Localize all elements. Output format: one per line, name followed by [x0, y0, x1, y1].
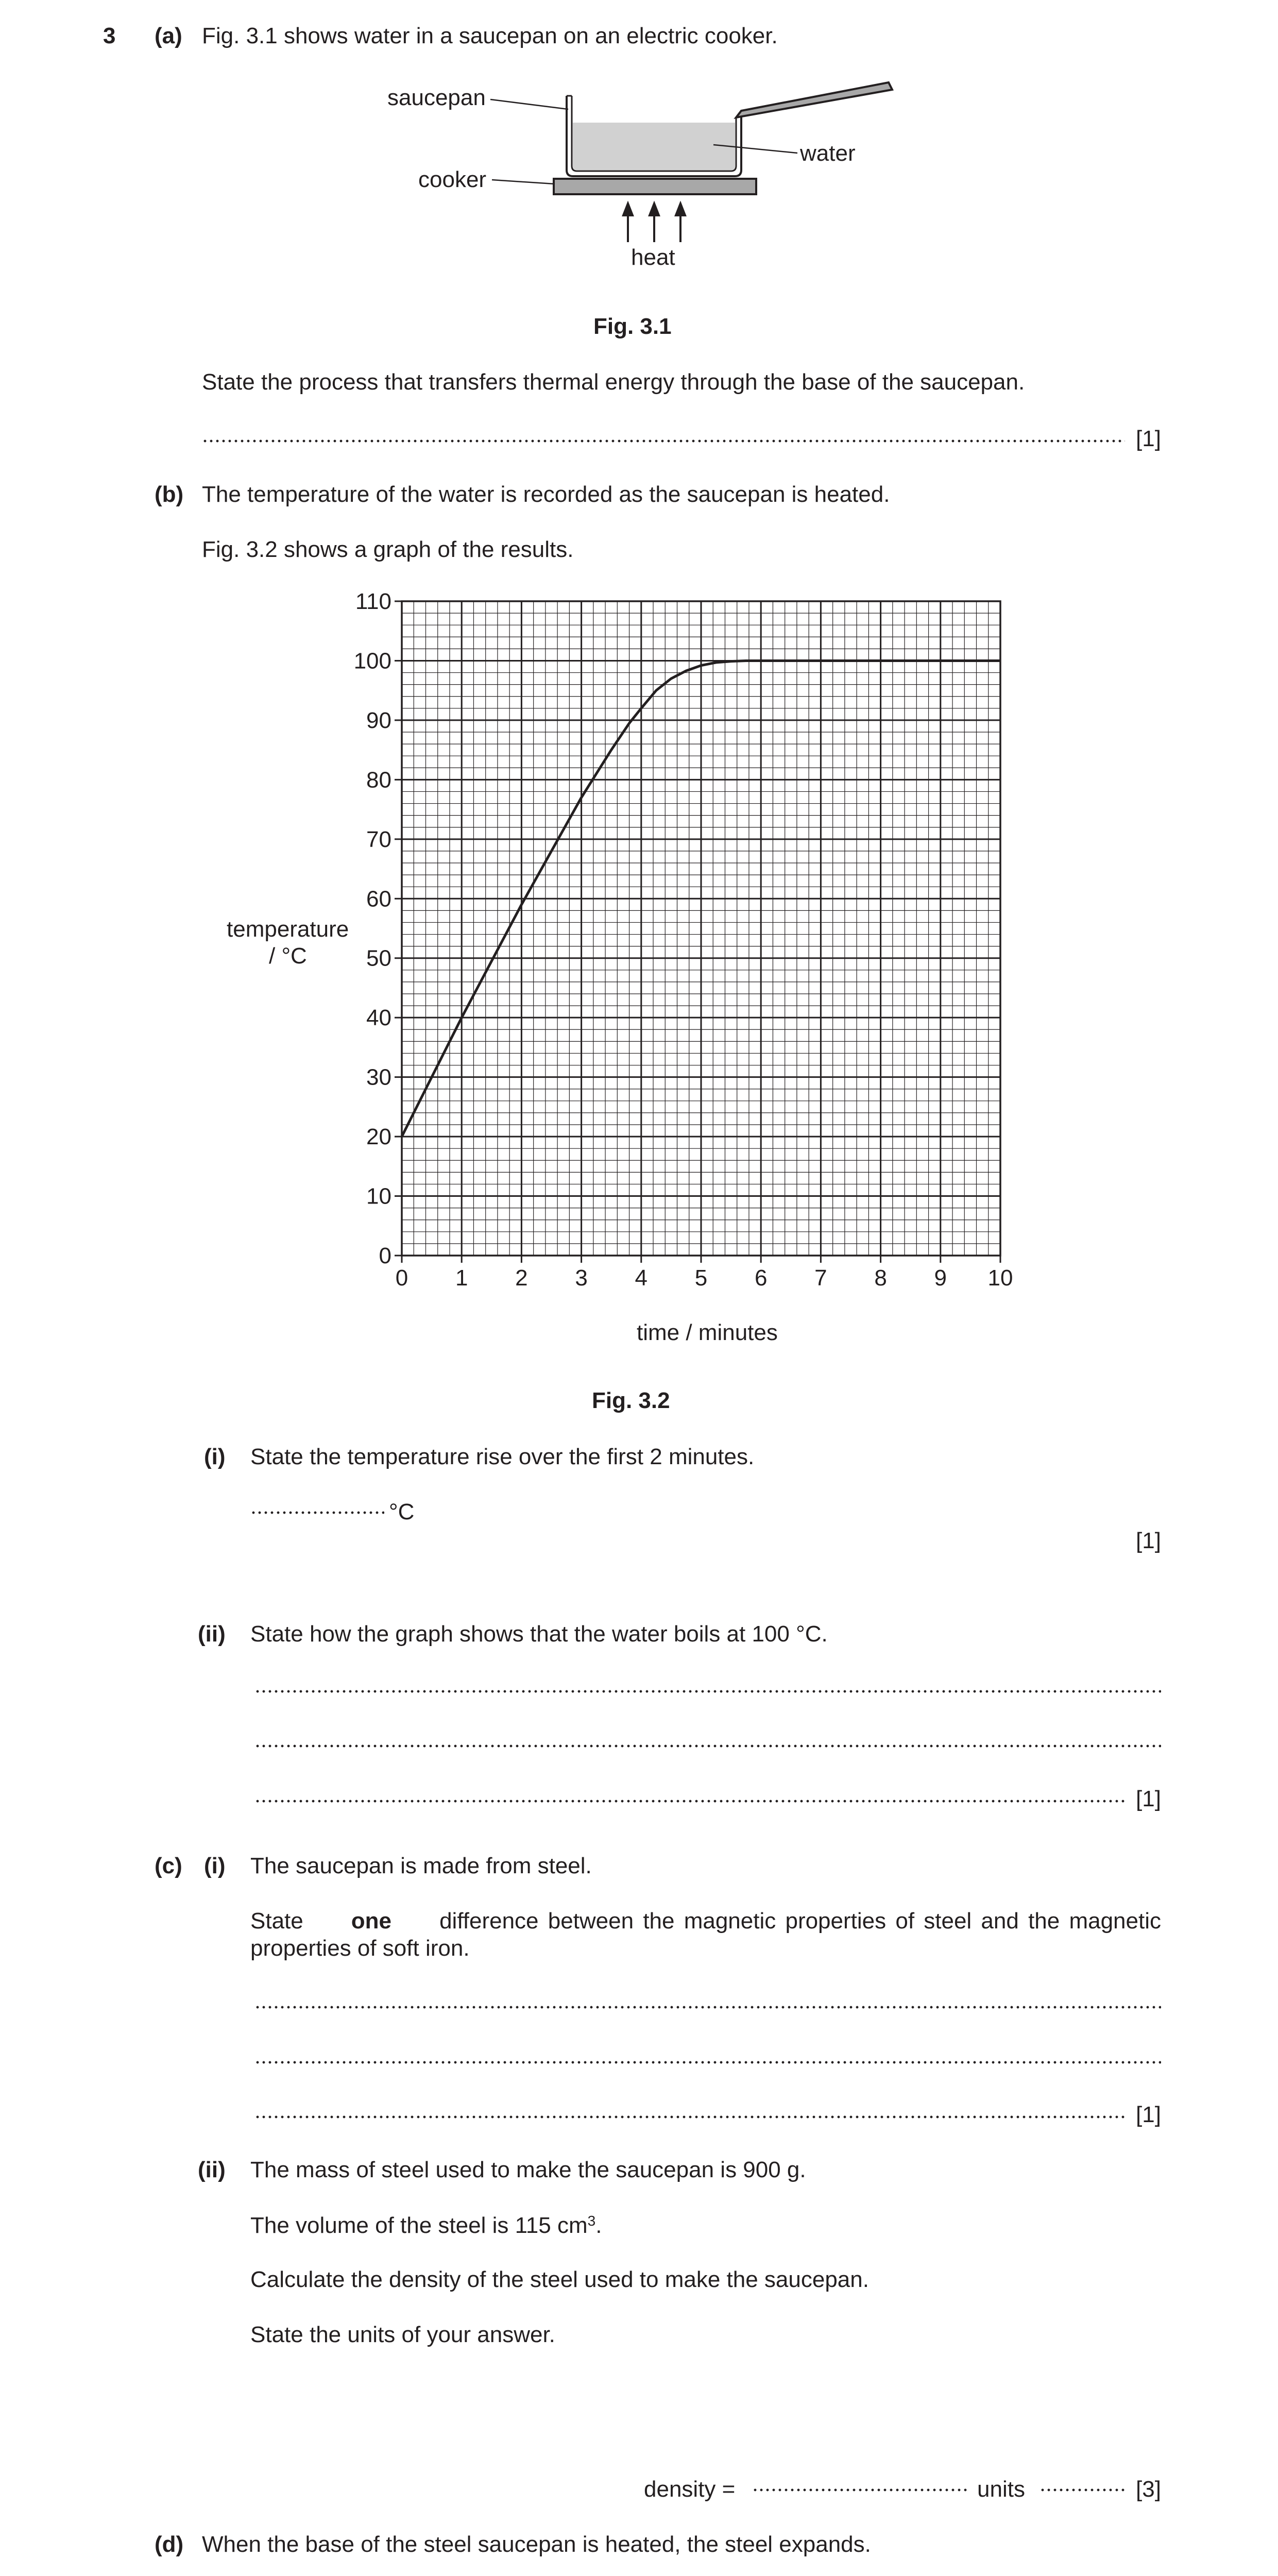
part-a-intro: Fig. 3.1 shows water in a saucepan on an electric cooker.: [202, 23, 778, 48]
part-b-i-unit: °C: [389, 1499, 415, 1524]
word-one: one: [351, 1908, 392, 1934]
part-d-intro: When the base of the steel saucepan is heated, the steel expands.: [202, 2532, 871, 2557]
y-tick-label: 110: [355, 589, 391, 614]
label-water: water: [800, 141, 856, 166]
question-rest: difference between the magnetic properties of steel and the magnetic: [439, 1908, 1161, 1934]
y-tick-label: 40: [366, 1005, 391, 1031]
part-c-ii-label: (ii): [198, 2157, 226, 2182]
part-b-i-question: State the temperature rise over the first 2 minutes.: [250, 1444, 755, 1469]
x-tick-label: 0: [395, 1265, 408, 1291]
part-c-i-label: (i): [204, 1853, 226, 1878]
x-tick-label: 4: [635, 1265, 648, 1291]
y-tick-label: 50: [366, 945, 391, 971]
cooker-plate: [554, 179, 756, 194]
x-tick-label: 7: [814, 1265, 827, 1291]
x-tick-label: 6: [754, 1265, 768, 1291]
fig-3-1-caption: Fig. 3.1: [593, 314, 672, 339]
word-state: State: [250, 1908, 303, 1934]
y-tick-label: 100: [353, 648, 391, 674]
x-axis-label: time / minutes: [637, 1320, 778, 1345]
y-tick-label: 60: [366, 886, 391, 912]
x-tick-label: 1: [455, 1265, 468, 1291]
answer-line[interactable]: [202, 439, 1125, 443]
part-d-label: (d): [155, 2532, 184, 2557]
x-tick-label: 5: [694, 1265, 708, 1291]
label-saucepan: saucepan: [387, 85, 486, 110]
density-label: density =: [644, 2477, 736, 2502]
y-tick-label: 90: [366, 707, 391, 733]
x-tick-label: 8: [874, 1265, 887, 1291]
label-cooker: cooker: [418, 167, 487, 192]
temperature-rise-answer[interactable]: [250, 1511, 384, 1514]
y-tick-label: 80: [366, 767, 391, 793]
answer-line[interactable]: [254, 1744, 1161, 1748]
temperature-time-graph: [0, 567, 1278, 1340]
y-tick-label: 20: [366, 1124, 391, 1150]
y-axis-label-line2: / °C: [269, 943, 307, 969]
fig-3-2-caption: Fig. 3.2: [592, 1388, 670, 1413]
units-label: units: [977, 2477, 1025, 2502]
part-a-question: State the process that transfers thermal energy through the base of the saucepan.: [202, 369, 1025, 395]
y-tick-label: 0: [379, 1243, 391, 1268]
part-c-i-question-line2: properties of soft iron.: [250, 1936, 470, 1961]
part-a-label: (a): [155, 23, 182, 48]
part-c-ii-line1: The mass of steel used to make the saucepan is 900 g.: [250, 2157, 806, 2182]
part-c-ii-line4: State the units of your answer.: [250, 2322, 555, 2347]
x-tick-label: 10: [987, 1265, 1013, 1291]
y-tick-label: 10: [366, 1183, 391, 1209]
heat-arrows: [623, 204, 685, 242]
water-fill: [573, 123, 735, 170]
mark-c-i: [1]: [1136, 2102, 1161, 2127]
part-b-graph-intro: Fig. 3.2 shows a graph of the results.: [202, 537, 574, 562]
part-c-ii-line3: Calculate the density of the steel used to make the saucepan.: [250, 2267, 869, 2292]
part-b-intro: The temperature of the water is recorded as the saucepan is heated.: [202, 482, 890, 507]
answer-line[interactable]: [254, 2006, 1161, 2009]
part-b-label: (b): [155, 482, 184, 507]
label-heat: heat: [631, 245, 675, 270]
mark-b-ii: [1]: [1136, 1786, 1161, 1811]
answer-line[interactable]: [254, 1690, 1161, 1693]
x-tick-label: 9: [934, 1265, 947, 1291]
saucepan-handle: [736, 82, 892, 117]
answer-line[interactable]: [254, 2061, 1161, 2064]
y-tick-label: 70: [366, 826, 391, 852]
answer-line[interactable]: [254, 2115, 1125, 2119]
part-c-i-question-line1: [250, 1910, 1161, 1933]
part-b-ii-label: (ii): [198, 1621, 226, 1647]
density-answer[interactable]: [752, 2488, 968, 2492]
y-tick-label: 30: [366, 1064, 391, 1090]
part-c-ii-line2: The volume of the steel is 115 $cm^3$.: [250, 2213, 602, 2238]
x-tick-label: 2: [515, 1265, 528, 1291]
part-c-i-line1: The saucepan is made from steel.: [250, 1853, 592, 1878]
x-tick-label: 3: [575, 1265, 588, 1291]
part-b-ii-question: State how the graph shows that the water boils at 100 °C.: [250, 1621, 828, 1647]
mark-a: [1]: [1136, 426, 1161, 451]
answer-line[interactable]: [254, 1800, 1125, 1803]
part-b-i-label: (i): [204, 1444, 226, 1469]
units-answer[interactable]: [1040, 2488, 1125, 2492]
y-axis-label-line1: temperature: [227, 917, 349, 942]
question-number: 3: [103, 23, 116, 48]
part-c-label: (c): [155, 1853, 182, 1878]
mark-c-ii: [3]: [1136, 2477, 1161, 2502]
mark-b-i: [1]: [1136, 1528, 1161, 1553]
